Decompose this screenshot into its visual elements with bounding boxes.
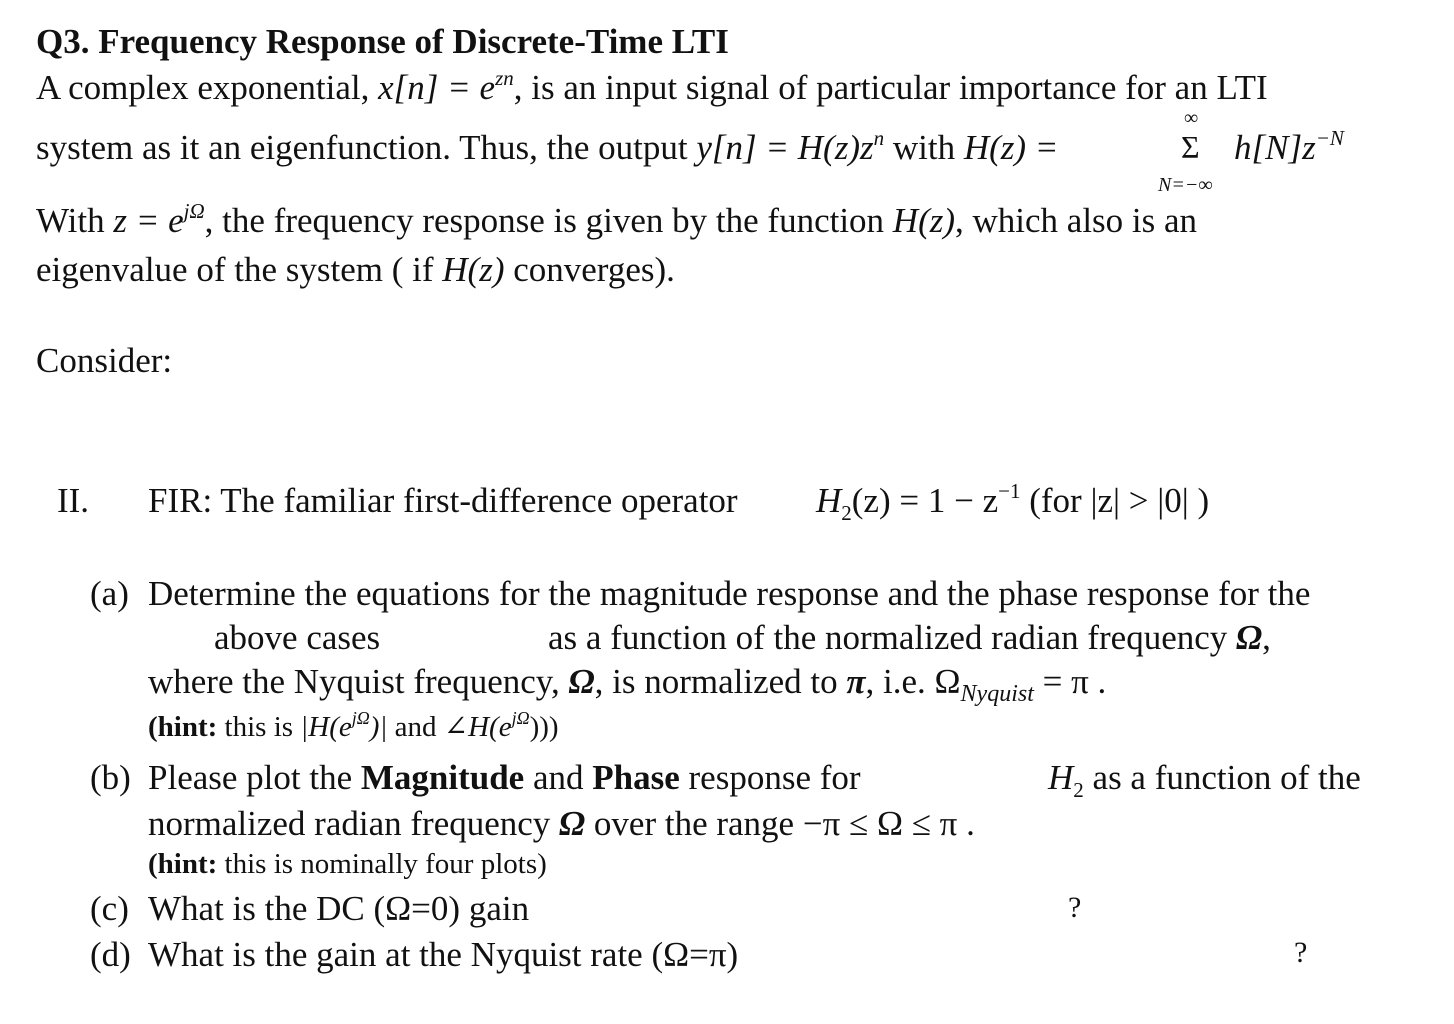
sum-term: $h[N]z^{-N}$ [1234, 126, 1344, 167]
section-equation: $H_2(z) = 1 - z^{-1}$ (for |z| > |0| ) [816, 479, 1210, 525]
section-heading: FIR: The familiar first-difference operator [148, 481, 738, 520]
part-a-line-2-left: above cases [214, 618, 381, 657]
part-b-line-1-right: $H_2$ as a function of the [1048, 758, 1361, 802]
part-a-line-3: where the Nyquist frequency, Ω, is normalized to π, i.e. $\Omega_{Nyquist} = \pi$ . [148, 662, 1107, 707]
sum-upper-limit: ∞ [1184, 107, 1199, 129]
part-a-line-2-right: as a function of the normalized radian frequency Ω, [548, 618, 1271, 657]
intro-line-2: system as it an eigenfunction. Thus, the output $y[n] = H(z)z^n$ with H(z) = [36, 126, 1059, 167]
part-b-hint: (hint: this is nominally four plots) [148, 848, 547, 880]
part-d-label: (d) [90, 935, 131, 974]
part-a-line-1: Determine the equations for the magnitude response and the phase response for the [148, 574, 1311, 613]
part-b-line-1: Please plot the Magnitude and Phase response for [148, 758, 861, 797]
section-numeral: II. [57, 481, 90, 520]
intro-line-1: A complex exponential, $x[n] = e^{zn}$, is an input signal of particular importance for an LTI [36, 66, 1268, 107]
sum-symbol: Σ [1181, 129, 1200, 165]
part-a-hint: (hint: this is $|H(e^{j\Omega})|$ and $\angle H(e^{j\Omega})$)) [148, 708, 559, 743]
part-b-line-2: normalized radian frequency Ω over the range −π ≤ Ω ≤ π . [148, 804, 975, 843]
part-d-text: What is the gain at the Nyquist rate (Ω=π) [148, 935, 739, 974]
part-d-question-mark: ? [1294, 936, 1308, 969]
part-c-text: What is the DC (Ω=0) gain [148, 889, 530, 928]
part-b-label: (b) [90, 758, 131, 797]
question-title: Q3. Frequency Response of Discrete-Time LTI [36, 22, 729, 61]
consider-label: Consider: [36, 341, 173, 380]
part-a-label: (a) [90, 574, 129, 613]
part-c-question-mark: ? [1068, 891, 1082, 924]
sum-lower-limit: N=−∞ [1158, 174, 1213, 196]
part-c-label: (c) [90, 889, 129, 928]
intro-line-3: With $z = e^{j\Omega}$, the frequency response is given by the function H(z), which also is an [36, 199, 1198, 240]
intro-line-4: eigenvalue of the system ( if H(z) converges). [36, 250, 675, 289]
